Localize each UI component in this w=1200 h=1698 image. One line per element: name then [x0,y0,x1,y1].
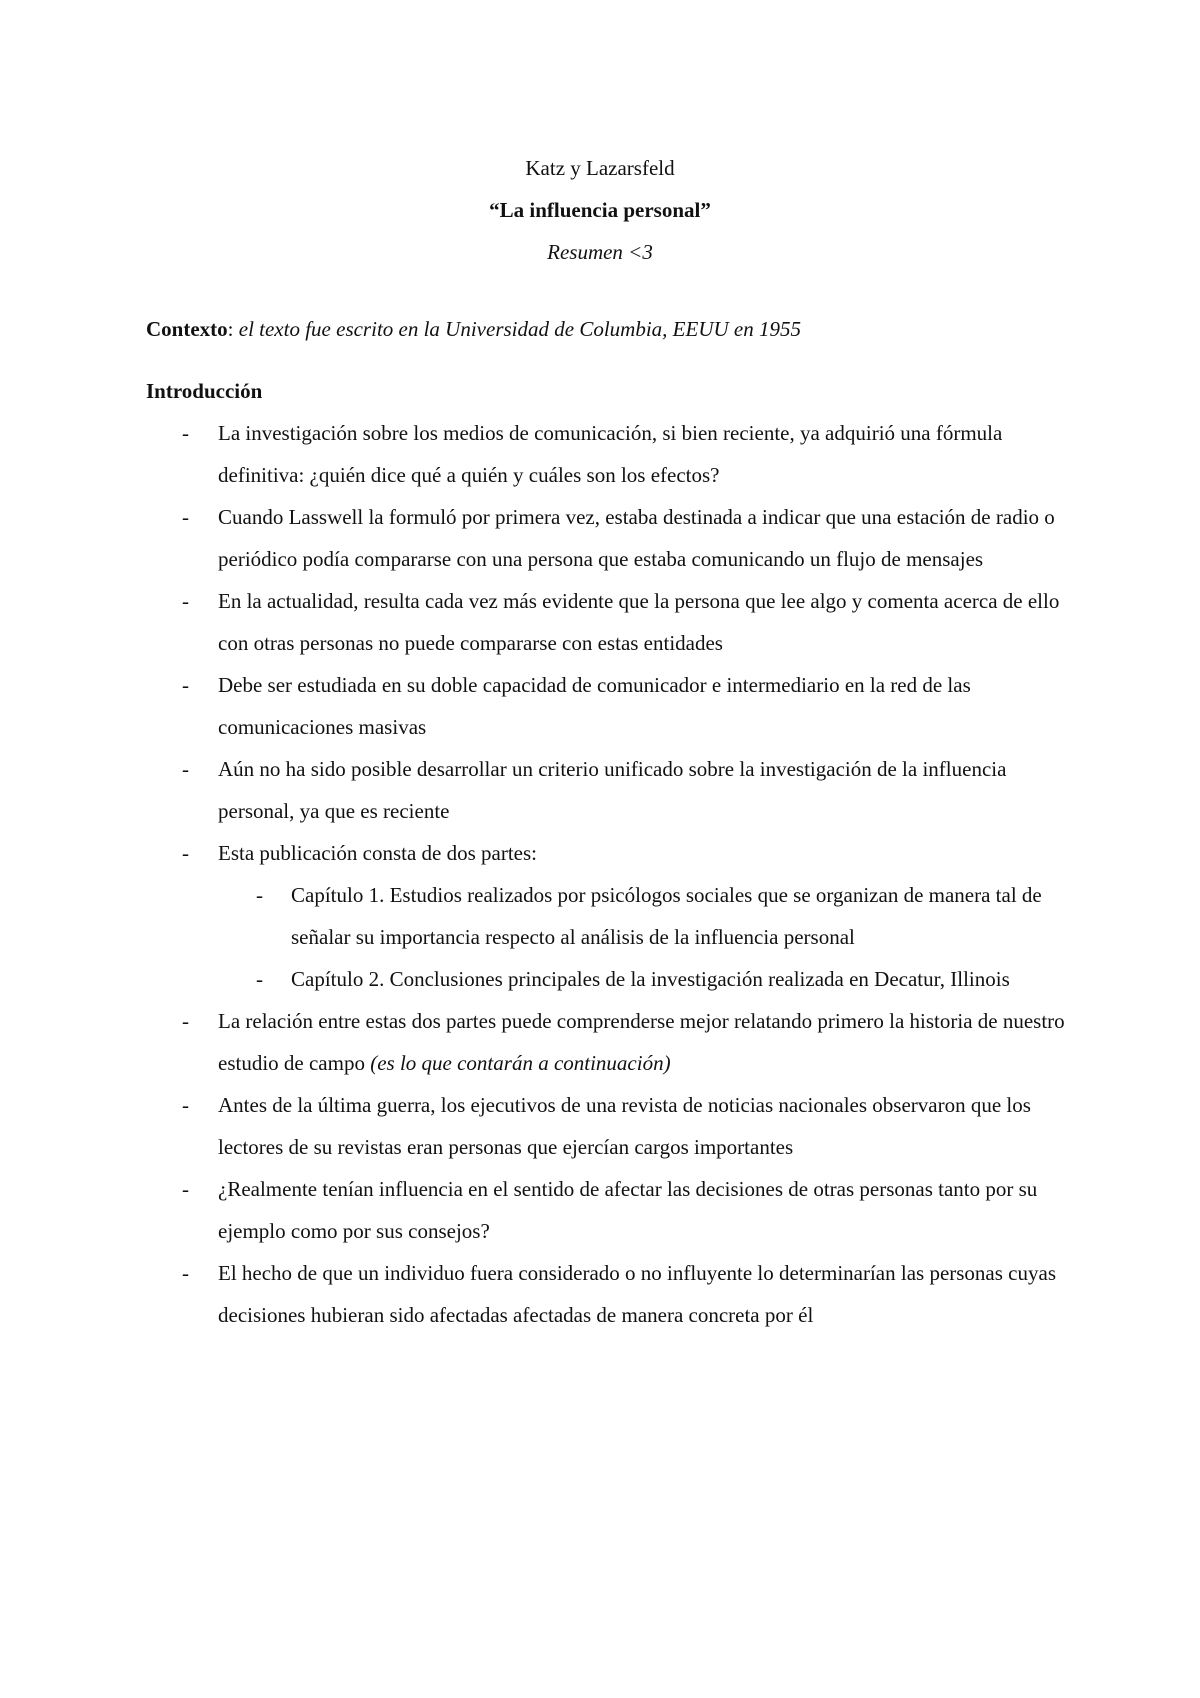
list-item-italic-note: (es lo que contarán a continuación) [370,1051,671,1075]
list-item [146,1252,1066,1336]
list-item [146,1168,1066,1252]
list-item-text: La investigación sobre los medios de comunicación, si bien reciente, ya adquirió una fórmula definitiva: ¿quién dice qué a quién y cuáles son los efectos? [218,421,1003,487]
list-item-text: La relación entre estas dos partes puede comprenderse mejor relatando primero la historia de nuestro estudio de campo [218,1009,1065,1075]
bullet-dash: - [182,673,189,697]
sub-list-item [146,958,1066,1000]
list-item-text: Esta publicación consta de dos partes: [218,841,537,865]
document-subtitle: Resumen <3 [547,240,653,264]
bullet-dash: - [182,421,189,445]
list-item [146,1000,1066,1084]
document-title: “La influencia personal” [489,198,711,222]
list-item-text: ¿Realmente tenían influencia en el sentido de afectar las decisiones de otras personas tanto por su ejemplo como por sus consejos? [218,1177,1038,1243]
list-item-text: Cuando Lasswell la formuló por primera vez, estaba destinada a indicar que una estación de radio o periódico podía compararse con una persona que estaba comunicando un flujo de mensajes [218,505,1055,571]
bullet-dash: - [182,1261,189,1285]
sub-list-item-text: Capítulo 2. Conclusiones principales de la investigación realizada en Decatur, Illinois [291,967,1010,991]
bullet-dash: - [256,883,263,907]
bullet-dash: - [256,967,263,991]
section-heading-introduccion: Introducción [146,379,263,403]
bullet-dash: - [182,1093,189,1117]
bullet-dash: - [182,505,189,529]
bullet-dash: - [182,589,189,613]
list-item [146,664,1066,748]
context-label: Contexto [146,317,228,341]
bullet-dash: - [182,1009,189,1033]
list-item [146,1084,1066,1168]
context-text: el texto fue escrito en la Universidad de Columbia, EEUU en 1955 [238,317,801,341]
list-item-text: Antes de la última guerra, los ejecutivos de una revista de noticias nacionales observaron que los lectores de su revistas eran personas que ejercían cargos importantes [218,1093,1031,1159]
context-separator: : [227,317,239,341]
list-item [146,832,1066,874]
sub-list-item-text: Capítulo 1. Estudios realizados por psicólogos sociales que se organizan de manera tal de señalar su importancia respecto al análisis de la influencia personal [291,883,1042,949]
bullet-dash: - [182,841,189,865]
context-line [146,312,801,346]
list-item [146,748,1066,832]
authors-line: Katz y Lazarsfeld [525,156,675,180]
list-item-text: Debe ser estudiada en su doble capacidad de comunicador e intermediario en la red de las comunicaciones masivas [218,673,971,739]
title-block [0,147,1200,273]
bullet-list [146,412,1066,1336]
bullet-dash: - [182,1177,189,1201]
list-item-text: Aún no ha sido posible desarrollar un criterio unificado sobre la investigación de la influencia personal, ya que es reciente [218,757,1007,823]
sub-list-item [146,874,1066,958]
list-item [146,412,1066,496]
bullet-dash: - [182,757,189,781]
list-item [146,580,1066,664]
list-item [146,496,1066,580]
list-item-text: En la actualidad, resulta cada vez más evidente que la persona que lee algo y comenta acerca de ello con otras personas no puede compararse con estas entidades [218,589,1060,655]
list-item-text: El hecho de que un individuo fuera considerado o no influyente lo determinarían las personas cuyas decisiones hubieran sido afectadas afectadas de manera concreta por él [218,1261,1056,1327]
